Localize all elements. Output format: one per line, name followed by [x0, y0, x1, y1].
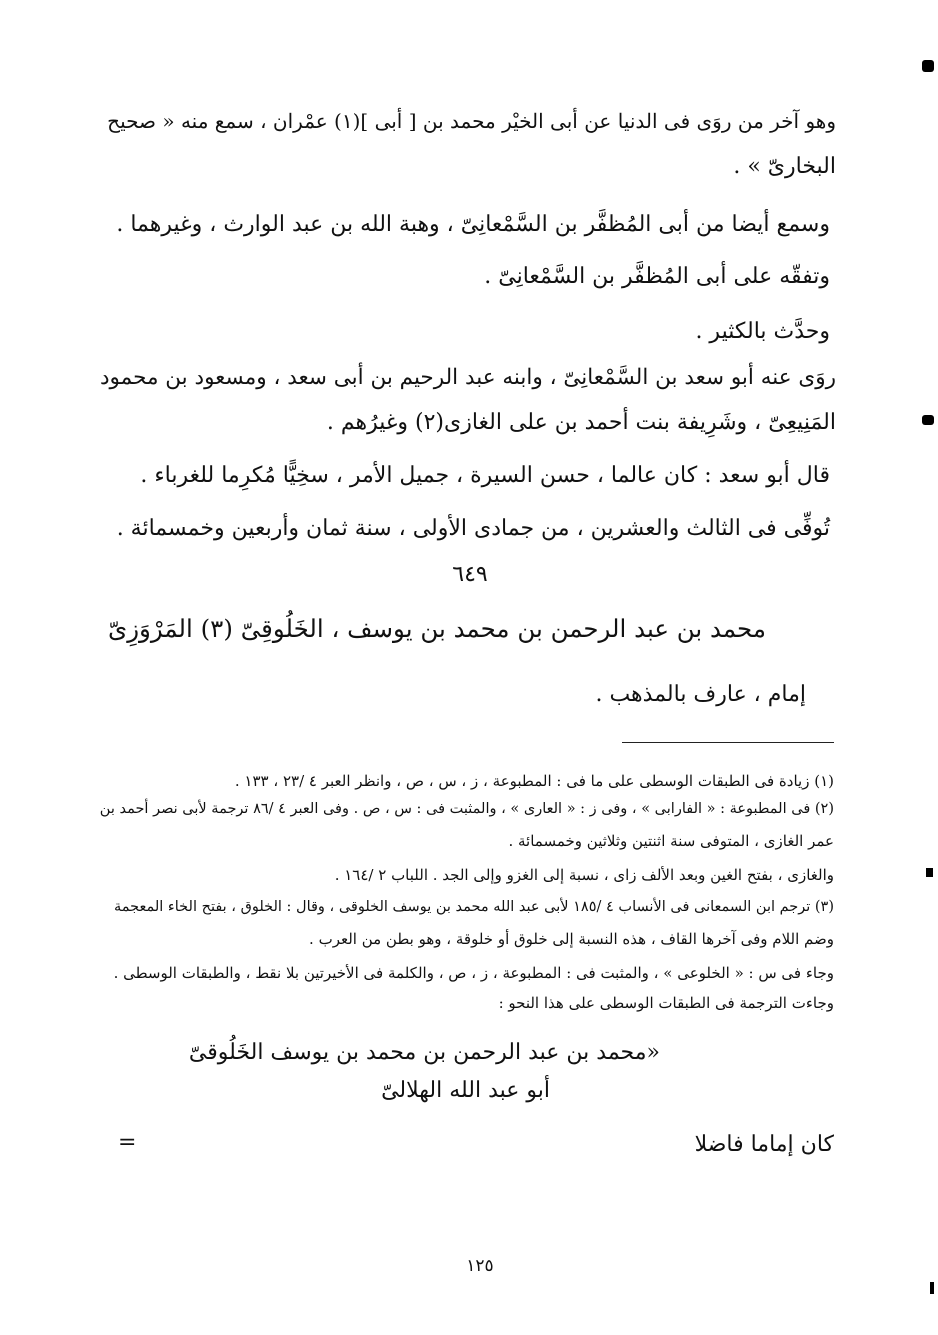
body-line-7: المَنِيعِىّ ، وشَرِيفة بنت أحمد بن على الغازى(٢) وغيرُهم . [326, 410, 836, 435]
continuation-mark: = [118, 1130, 137, 1155]
footnote-line-7: وجاء فى س : « الخلوعى » ، والمثبت فى : المطبوعة ، ز ، ص ، والكلمة فى الأخيرتين بلا نقط ، والطبقات الوسطى . [113, 964, 834, 982]
body-line-5: وحدَّث بالكثير . [695, 319, 830, 344]
entry-number: ٦٤٩ [452, 562, 488, 587]
scan-mark-top-right [922, 60, 934, 72]
body-line-2: البخارىّ » . [733, 154, 836, 179]
scan-mark-lower-right [926, 868, 933, 877]
footnote-line-5: (٣) ترجم ابن السمعانى فى الأنساب ٤ /١٨٥ لأبى عبد الله محمد بن يوسف الخلوقى ، وقال : الخلوق ، بفتح الخاء المعجمة [113, 899, 834, 915]
body-line-3: وسمع أيضا من أبى المُظفَّر بن السَّمْعانِىّ ، وهبة الله بن عبد الوارث ، وغيرهما . [116, 212, 830, 237]
footnote-line-2: (٢) فى المطبوعة : « الفارابى » ، وفى ز : « العارى » ، والمثبت فى : س ، ص . وفى العبر ٤ /٨٦ ترجمة لأبى نصر أحمد بن [99, 801, 834, 817]
footnote-continued-text: كان إماما فاضلا [694, 1132, 834, 1157]
scan-mark-middle-right [922, 415, 934, 425]
footnote-separator [622, 742, 834, 743]
scan-mark-bottom-right [930, 1282, 934, 1294]
footnote-line-4: والغازى ، بفتح الغين وبعد الألف زاى ، نسبة إلى الغزو وإلى الجد . اللباب ٢ /١٦٤ . [334, 866, 834, 884]
footnote-quote-line-2: أبو عبد الله الهلالىّ [381, 1078, 550, 1103]
body-line-6: روَى عنه أبو سعد بن السَّمْعانِىّ ، وابنه عبد الرحيم بن أبى سعد ، ومسعود بن محمود [99, 365, 836, 390]
entry-title: محمد بن عبد الرحمن بن محمد بن يوسف ، الخَلُوقِىّ (٣) المَرْوَزِىّ [108, 614, 766, 643]
footnote-line-3: عمر الغازى ، المتوفى سنة اثنتين وثلاثين وخمسمائة . [508, 832, 834, 850]
body-line-4: وتفقّه على أبى المُظفَّر بن السَّمْعانِىّ . [484, 264, 830, 289]
footnote-quote-line-1: «محمد بن عبد الرحمن بن محمد بن يوسف الخَلُوقىّ [188, 1040, 660, 1065]
footnote-line-8: وجاءت الترجمة فى الطبقات الوسطى على هذا النحو : [498, 994, 834, 1012]
body-line-9: تُوفِّى فى الثالث والعشرين ، من جمادى الأولى ، سنة ثمان وأربعين وخمسمائة . [116, 516, 830, 541]
body-line-1: وهو آخر من روَى فى الدنيا عن أبى الخيْر محمد بن [ أبى ](١) عمْران ، سمع منه « صحيح [107, 109, 836, 133]
footnote-line-6: وضم اللام وفى آخرها القاف ، هذه النسبة إلى خلوق أو خلوقة ، وهو بطن من العرب . [309, 930, 834, 948]
entry-description: إمام ، عارف بالمذهب . [595, 682, 806, 707]
footnote-line-1: (١) زيادة فى الطبقات الوسطى على ما فى : المطبوعة ، ز ، س ، ص ، وانظر العبر ٤ /٢٣ ، ١٣٣ . [234, 772, 834, 790]
page-number: ١٢٥ [466, 1256, 494, 1276]
body-line-8: قال أبو سعد : كان عالما ، حسن السيرة ، جميل الأمر ، سخِيًّا مُكرِما للغرباء . [140, 463, 830, 488]
